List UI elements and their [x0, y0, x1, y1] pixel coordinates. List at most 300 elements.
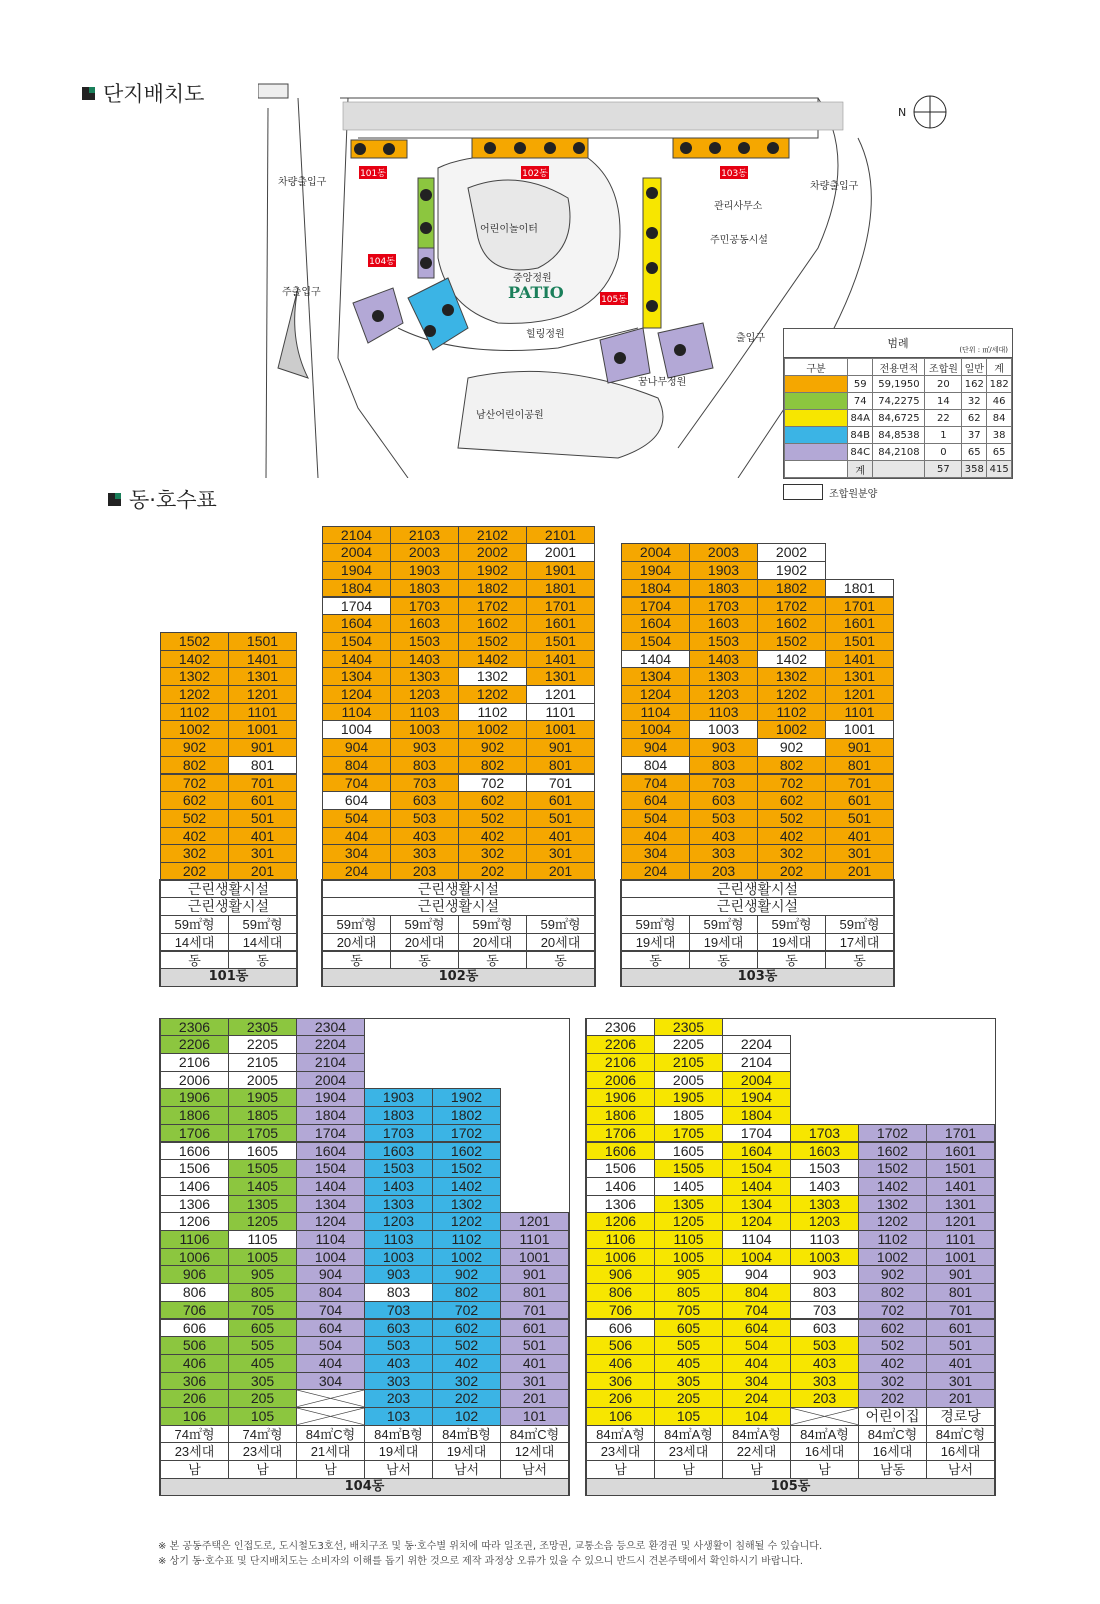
unit-cell: 606	[160, 1319, 229, 1338]
unit-cell: 1403	[364, 1177, 433, 1196]
unit-cell: 2105	[654, 1053, 723, 1072]
unit-cell: 702	[858, 1301, 927, 1320]
unit-cell: 1201	[228, 685, 297, 704]
unit-cell: 904	[621, 738, 690, 757]
unit-cell: 703	[390, 774, 459, 793]
unit-cell: 1002	[432, 1248, 501, 1267]
unit-cell: 1005	[654, 1248, 723, 1267]
shops-row: 근린생활시설	[621, 880, 894, 899]
unit-cell: 1902	[458, 561, 527, 580]
unit-cell: 1903	[689, 561, 758, 580]
unit-cell: 1206	[160, 1212, 229, 1231]
unit-cell: 1002	[458, 720, 527, 739]
unit-cell: 1504	[322, 632, 391, 651]
unit-cell: 1501	[526, 632, 595, 651]
unit-cell: 102	[432, 1407, 501, 1426]
unit-cell: 704	[621, 774, 690, 793]
legend-cell: 0	[925, 444, 962, 461]
unit-cell: 1806	[160, 1106, 229, 1125]
unit-cell: 1405	[228, 1177, 297, 1196]
unit-cell: 1105	[654, 1230, 723, 1249]
unit-cell: 904	[296, 1265, 365, 1284]
unit-cell: 205	[228, 1389, 297, 1408]
unit-cell: 1605	[228, 1142, 297, 1161]
unit-cell: 2205	[228, 1035, 297, 1054]
unit-dir: 남	[654, 1460, 723, 1479]
unit-type: 59㎡형	[458, 915, 527, 934]
unit-cell: 506	[586, 1336, 655, 1355]
legend-unit: (단위 : ㎡/세대)	[959, 346, 1008, 354]
unit-cell: 1703	[364, 1124, 433, 1143]
unit-cell: 605	[228, 1319, 297, 1338]
legend-header-cell: 조합원	[925, 359, 962, 376]
unit-cell: 2104	[296, 1053, 365, 1072]
unit-cell: 2106	[160, 1053, 229, 1072]
unit-cell: 401	[228, 827, 297, 846]
unit-cell: 1102	[160, 703, 229, 722]
unit-cell: 701	[526, 774, 595, 793]
legend-row	[785, 444, 1012, 461]
unit-cell: 402	[757, 827, 826, 846]
unit-cell: 1503	[790, 1159, 859, 1178]
note-1: ※ 본 공동주택은 인접도로, 도시철도3호선, 배치구조 및 동·호수별 위치에 따라 일조권, 조망권, 교통소음 등으로 환경권 및 사생활이 침해될 수 있습니다.	[158, 1541, 823, 1552]
unit-dir: 남	[790, 1460, 859, 1479]
unit-cell: 1001	[228, 720, 297, 739]
unit-cell: 902	[858, 1265, 927, 1284]
unit-cell: 504	[722, 1336, 791, 1355]
legend-cell: 65	[987, 444, 1012, 461]
unit-cell: 1602	[757, 614, 826, 633]
unit-cell: 1606	[586, 1142, 655, 1161]
legend-cell: 84,2108	[873, 444, 925, 461]
unit-cell: 2105	[228, 1053, 297, 1072]
unit-cell: 1003	[790, 1248, 859, 1267]
unit-cell: 1204	[722, 1212, 791, 1231]
unit-cell: 703	[689, 774, 758, 793]
unit-cell: 802	[757, 756, 826, 775]
legend-row	[785, 410, 1012, 427]
unit-cell: 1101	[825, 703, 894, 722]
unit-cell: 1506	[160, 1159, 229, 1178]
unit-cell: 2005	[228, 1071, 297, 1090]
member-swatch	[783, 484, 823, 500]
unit-cell: 501	[500, 1336, 569, 1355]
unit-cell: 1802	[458, 579, 527, 598]
unit-cell: 1302	[858, 1195, 927, 1214]
unit-cell: 305	[228, 1372, 297, 1391]
unit-cell: 1804	[621, 579, 690, 598]
unit-cell: 2002	[757, 543, 826, 562]
legend-cell: 84	[987, 410, 1012, 427]
unit-cell: 1401	[526, 650, 595, 669]
unit-cell: 1401	[926, 1177, 995, 1196]
unit-cell: 701	[926, 1301, 995, 1320]
unit-cell: 2206	[586, 1035, 655, 1054]
unit-cell: 1801	[526, 579, 595, 598]
unit-cell: 1304	[296, 1195, 365, 1214]
unit-cell: 402	[458, 827, 527, 846]
legend-header-row	[785, 359, 1012, 376]
unit-cell: 1706	[160, 1124, 229, 1143]
unit-cell: 1302	[458, 667, 527, 686]
unit-cell: 1001	[500, 1248, 569, 1267]
unit-cell: 1702	[432, 1124, 501, 1143]
unit-cell: 405	[228, 1354, 297, 1373]
unit-count: 16세대	[926, 1442, 995, 1461]
unit-cell: 404	[296, 1354, 365, 1373]
unit-cell: 1905	[654, 1088, 723, 1107]
unit-cell: 703	[790, 1301, 859, 1320]
note-2: ※ 상기 동·호수표 및 단지배치도는 소비자의 이해를 돕기 위한 것으로 제작 과정상 오류가 있을 수 있으니 반드시 견본주택에서 확인하시기 바랍니다.	[158, 1556, 804, 1567]
unit-cell: 1202	[160, 685, 229, 704]
unit-cell: 1304	[621, 667, 690, 686]
unit-cell: 1301	[228, 667, 297, 686]
unit-cell: 504	[296, 1336, 365, 1355]
unit-cell: 1404	[322, 650, 391, 669]
unit-cell: 1703	[689, 597, 758, 616]
unit-cell: 602	[858, 1319, 927, 1338]
building-name: 102동	[322, 968, 595, 987]
unit-cell: 1904	[621, 561, 690, 580]
map-label-dream-garden: 꿈나무정원	[638, 377, 687, 388]
unit-cell: 301	[228, 844, 297, 863]
unit-cell: 105	[228, 1407, 297, 1426]
unit-cell: 903	[390, 738, 459, 757]
unit-count: 23세대	[586, 1442, 655, 1461]
legend-cell: 162	[962, 376, 987, 393]
unit-dir: 동	[526, 951, 595, 970]
shops-row: 근린생활시설	[160, 880, 297, 899]
unit-cell: 1104	[296, 1230, 365, 1249]
unit-cell: 203	[390, 862, 459, 881]
unit-cell: 801	[500, 1283, 569, 1302]
unit-cell: 904	[322, 738, 391, 757]
map-label-playground: 어린이놀이터	[480, 224, 538, 235]
unit-cell: 1206	[586, 1212, 655, 1231]
unit-cell: 2306	[586, 1018, 655, 1037]
unit-cell: 1602	[432, 1142, 501, 1161]
unit-cell: 1305	[654, 1195, 723, 1214]
unit-cell: 1603	[364, 1142, 433, 1161]
unit-cell: 404	[722, 1354, 791, 1373]
unit-cell: 1101	[500, 1230, 569, 1249]
unit-cell: 1006	[586, 1248, 655, 1267]
unit-cell: 2102	[458, 526, 527, 545]
unit-dir: 남	[722, 1460, 791, 1479]
building-frame	[159, 1018, 570, 1497]
unit-cell: 1906	[586, 1088, 655, 1107]
unit-cell: 2205	[654, 1035, 723, 1054]
unit-cell: 603	[790, 1319, 859, 1338]
building-frame	[585, 1018, 996, 1497]
unit-cell: 1406	[160, 1177, 229, 1196]
unit-cell: 2206	[160, 1035, 229, 1054]
unit-cell: 701	[228, 774, 297, 793]
unit-cell: 301	[926, 1372, 995, 1391]
unit-cell: 802	[432, 1283, 501, 1302]
unit-cell: 702	[432, 1301, 501, 1320]
unit-cell: 1201	[500, 1212, 569, 1231]
unit-cell: 2305	[228, 1018, 297, 1037]
unit-dir: 동	[825, 951, 894, 970]
unit-cell: 1502	[757, 632, 826, 651]
unit-cell: 1003	[364, 1248, 433, 1267]
unit-cell: 801	[926, 1283, 995, 1302]
legend-cell: 32	[962, 393, 987, 410]
legend-cell: 38	[987, 427, 1012, 444]
unit-type: 59㎡형	[689, 915, 758, 934]
map-label-102: 102동	[522, 169, 548, 179]
unit-cell: 802	[160, 756, 229, 775]
unit-cell: 1803	[390, 579, 459, 598]
unit-cell: 1303	[390, 667, 459, 686]
unit-cell: 906	[160, 1265, 229, 1284]
unit-cell: 2004	[621, 543, 690, 562]
unit-dir: 남	[228, 1460, 297, 1479]
unit-cell: 1504	[722, 1159, 791, 1178]
unit-cell: 1902	[757, 561, 826, 580]
unit-cell: 605	[654, 1319, 723, 1338]
unit-cell: 1003	[689, 720, 758, 739]
unit-cell: 403	[689, 827, 758, 846]
unit-cell: 902	[757, 738, 826, 757]
unit-cell: 502	[757, 809, 826, 828]
unit-cell: 905	[654, 1265, 723, 1284]
unit-cell: 1203	[390, 685, 459, 704]
unit-cell: 906	[586, 1265, 655, 1284]
unit-cell: 602	[757, 791, 826, 810]
legend-title	[784, 329, 1012, 358]
unit-cell: 1404	[722, 1177, 791, 1196]
unit-cell: 1205	[654, 1212, 723, 1231]
unit-cell: 1201	[825, 685, 894, 704]
unit-cell: 1104	[322, 703, 391, 722]
unit-cell: 1602	[858, 1142, 927, 1161]
legend-cell: 74,2275	[873, 393, 925, 410]
unit-type: 59㎡형	[757, 915, 826, 934]
unit-cell: 1001	[926, 1248, 995, 1267]
unit-cell: 404	[322, 827, 391, 846]
unit-cell: 2003	[689, 543, 758, 562]
unit-cell: 1502	[160, 632, 229, 651]
unit-cell: 1404	[296, 1177, 365, 1196]
legend-total-cell: 57	[925, 461, 962, 478]
unit-cell: 1202	[458, 685, 527, 704]
unit-cell: 701	[825, 774, 894, 793]
unit-cell: 1902	[432, 1088, 501, 1107]
unit-dir: 동	[689, 951, 758, 970]
unit-type: 59㎡형	[228, 915, 297, 934]
unit-cell: 1303	[790, 1195, 859, 1214]
unit-cell: 501	[926, 1336, 995, 1355]
unit-type: 59㎡형	[621, 915, 690, 934]
unit-cell: 602	[458, 791, 527, 810]
unit-dir: 동	[458, 951, 527, 970]
unit-cell: 503	[790, 1336, 859, 1355]
unit-cell: 201	[228, 862, 297, 881]
shops-row: 근린생활시설	[322, 880, 595, 899]
unit-cell: 302	[757, 844, 826, 863]
svg-text:N: N	[898, 106, 907, 119]
unit-cell: 901	[228, 738, 297, 757]
unit-cell: 403	[390, 827, 459, 846]
unit-cell: 401	[500, 1354, 569, 1373]
unit-cell: 704	[722, 1301, 791, 1320]
unit-cell: 601	[825, 791, 894, 810]
unit-cell: 104	[722, 1407, 791, 1426]
unit-cell: 1301	[526, 667, 595, 686]
unit-cell: 302	[458, 844, 527, 863]
unit-cell: 304	[322, 844, 391, 863]
unit-cell: 1702	[757, 597, 826, 616]
unit-cell: 504	[621, 809, 690, 828]
legend-total-cell	[785, 461, 848, 478]
unit-cell: 904	[722, 1265, 791, 1284]
unit-count: 20세대	[322, 933, 391, 952]
unit-cell: 603	[364, 1319, 433, 1338]
member-note-text: 조합원분양	[829, 488, 878, 500]
unit-cell: 801	[526, 756, 595, 775]
title-bullet-icon	[108, 493, 121, 506]
unit-cell: 1802	[757, 579, 826, 598]
unit-cell: 1403	[689, 650, 758, 669]
unit-cell: 1503	[689, 632, 758, 651]
unit-cell: 901	[825, 738, 894, 757]
unit-cell: 1901	[526, 561, 595, 580]
legend-total-cell: 계	[848, 461, 873, 478]
unit-cell: 1005	[228, 1248, 297, 1267]
unit-cell: 1603	[790, 1142, 859, 1161]
unit-cell: 2204	[296, 1035, 365, 1054]
unit-cell: 1402	[458, 650, 527, 669]
title-bullet-icon	[82, 87, 95, 100]
unit-cell: 2004	[722, 1071, 791, 1090]
unit-cell: 106	[160, 1407, 229, 1426]
unit-type: 84㎡A형	[586, 1425, 655, 1444]
unit-cell: 1404	[621, 650, 690, 669]
unit-cell: 1202	[858, 1212, 927, 1231]
unit-cell: 1303	[364, 1195, 433, 1214]
unit-cell: 503	[390, 809, 459, 828]
unit-dir: 남서	[432, 1460, 501, 1479]
unit-cell: 704	[296, 1301, 365, 1320]
unit-cell: 1104	[722, 1230, 791, 1249]
unit-cell: 1703	[390, 597, 459, 616]
unit-cell: 702	[458, 774, 527, 793]
unit-cell: 501	[526, 809, 595, 828]
unit-cell: 1204	[296, 1212, 365, 1231]
unit-cell: 1704	[621, 597, 690, 616]
layout-title	[82, 78, 204, 108]
unit-cell: 1705	[654, 1124, 723, 1143]
unit-cell: 1501	[926, 1159, 995, 1178]
unit-cell: 1904	[296, 1088, 365, 1107]
unit-cell: 1603	[390, 614, 459, 633]
unit-dir: 동	[390, 951, 459, 970]
unit-cell: 205	[654, 1389, 723, 1408]
unit-cell: 1905	[228, 1088, 297, 1107]
unit-cell: 1202	[757, 685, 826, 704]
unit-cell: 1603	[689, 614, 758, 633]
unit-cell: 503	[689, 809, 758, 828]
legend-cell: 22	[925, 410, 962, 427]
unit-dir: 남동	[858, 1460, 927, 1479]
unit-cell: 1903	[390, 561, 459, 580]
unit-cell: 2101	[526, 526, 595, 545]
unit-dir: 남	[586, 1460, 655, 1479]
unit-cell: 506	[160, 1336, 229, 1355]
legend-cell: 20	[925, 376, 962, 393]
unit-cell: 801	[228, 756, 297, 775]
legend-header-cell: 계	[987, 359, 1012, 376]
unit-cell: 1704	[722, 1124, 791, 1143]
unit-cell: 301	[526, 844, 595, 863]
legend-title-text: 범례	[887, 337, 909, 350]
unit-cell: 903	[364, 1265, 433, 1284]
unit-cell: 1306	[160, 1195, 229, 1214]
unit-cell: 1203	[689, 685, 758, 704]
unit-cell: 1402	[160, 650, 229, 669]
unit-cell: 1401	[228, 650, 297, 669]
unit-cell: 1106	[586, 1230, 655, 1249]
unit-count: 19세대	[432, 1442, 501, 1461]
unit-cell: 2305	[654, 1018, 723, 1037]
unit-cell: 1204	[322, 685, 391, 704]
unit-cell: 1904	[322, 561, 391, 580]
unit-cell: 1803	[689, 579, 758, 598]
unit-cell: 806	[586, 1283, 655, 1302]
unit-cell: 1402	[432, 1177, 501, 1196]
unit-cell: 1501	[228, 632, 297, 651]
unit-cell: 604	[296, 1319, 365, 1338]
legend-header-cell	[848, 359, 873, 376]
unit-count: 17세대	[825, 933, 894, 952]
shops-row: 근린생활시설	[322, 897, 595, 916]
unit-cell: 1101	[926, 1230, 995, 1249]
unit-cell: 405	[654, 1354, 723, 1373]
unit-cell: 1805	[654, 1106, 723, 1125]
legend-total-cell	[873, 461, 925, 478]
unit-cell: 901	[500, 1265, 569, 1284]
unit-cell: 1803	[364, 1106, 433, 1125]
unit-cell: 1102	[432, 1230, 501, 1249]
unit-dir: 동	[160, 951, 229, 970]
unit-cell: 1303	[689, 667, 758, 686]
unit-type: 84㎡B형	[364, 1425, 433, 1444]
unit-cell: 2005	[654, 1071, 723, 1090]
map-label-entrance: 출입구	[736, 333, 765, 344]
unit-cell: 1504	[621, 632, 690, 651]
unit-cell: 504	[322, 809, 391, 828]
building-name: 103동	[621, 968, 894, 987]
unit-cell: 206	[160, 1389, 229, 1408]
unit-cell: 604	[322, 791, 391, 810]
unit-cell: 1601	[926, 1142, 995, 1161]
unit-cell: 402	[160, 827, 229, 846]
unit-cell: 802	[858, 1283, 927, 1302]
unit-cell: 1201	[526, 685, 595, 704]
unit-cell: 603	[390, 791, 459, 810]
legend-swatch	[785, 444, 848, 461]
unit-cell: 103	[364, 1407, 433, 1426]
unit-cell: 1203	[364, 1212, 433, 1231]
unit-cell: 401	[926, 1354, 995, 1373]
unit-cell: 1601	[825, 614, 894, 633]
legend-swatch	[785, 393, 848, 410]
building-name: 101동	[160, 968, 297, 987]
unit-cell: 1802	[432, 1106, 501, 1125]
unit-count: 14세대	[160, 933, 229, 952]
